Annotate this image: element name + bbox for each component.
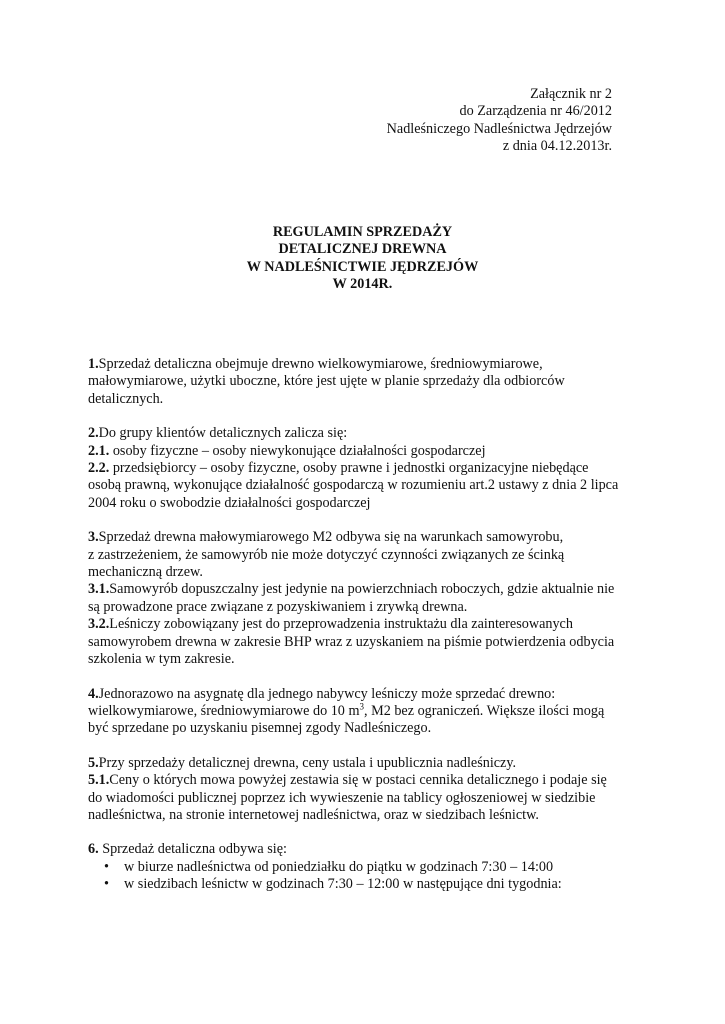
paragraph-text: są prowadzone prace związane z pozyskiwaniem i zrywką drewna. bbox=[88, 598, 468, 615]
paragraph-text: Sprzedaż detaliczna obejmuje drewno wielkowymiarowe, średniowymiarowe, bbox=[98, 356, 543, 372]
list-item-text: w siedzibach leśnictw w godzinach 7:30 – 12:00 w następujące dni tygodnia: bbox=[124, 876, 562, 893]
paragraph-text: detalicznych. bbox=[88, 390, 164, 407]
paragraph-text: Samowyrób dopuszczalny jest jedynie na powierzchniach roboczych, gdzie aktualnie nie bbox=[109, 581, 615, 598]
paragraph-text: Ceny o których mowa powyżej zestawia się w postaci cennika detalicznego i podaje się bbox=[109, 772, 607, 789]
section-1 bbox=[88, 356, 638, 408]
paragraph-text: Leśniczy zobowiązany jest do przeprowadzenia instruktażu dla zainteresowanych bbox=[109, 616, 573, 633]
header-line-1: Załącznik nr 2 bbox=[530, 86, 612, 102]
paragraph-text: Jednorazowo na asygnatę dla jednego nabywcy leśniczy może sprzedać drewno: bbox=[98, 685, 556, 702]
bullet-icon: • bbox=[104, 876, 109, 893]
title-line-1: REGULAMIN SPRZEDAŻY bbox=[272, 224, 453, 240]
section-number: 4. bbox=[88, 685, 99, 702]
title-line-3: W NADLEŚNICTWIE JĘDRZEJÓW bbox=[246, 258, 479, 275]
section-number: 5. bbox=[88, 754, 99, 771]
paragraph-text: Sprzedaż detaliczna odbywa się: bbox=[98, 841, 287, 858]
paragraph-text: szkolenia w tym zakresie. bbox=[88, 651, 235, 668]
header-line-3: Nadleśniczego Nadleśnictwa Jędrzejów bbox=[386, 120, 612, 137]
section-number: 1. bbox=[88, 356, 99, 372]
list-item bbox=[88, 859, 638, 876]
section-2 bbox=[88, 425, 638, 512]
section-3 bbox=[88, 529, 638, 668]
section-5 bbox=[88, 755, 638, 825]
subsection-number: 2.1. bbox=[88, 442, 110, 459]
paragraph-text: samowyrobem drewna w zakresie BHP wraz z uzyskaniem na piśmie potwierdzenia odbycia bbox=[88, 633, 615, 650]
paragraph-text: Przy sprzedaży detalicznej drewna, ceny ustala i upublicznia nadleśniczy. bbox=[98, 754, 517, 771]
paragraph-text: osoby fizyczne – osoby niewykonujące działalności gospodarczej bbox=[109, 442, 486, 459]
section-number: 6. bbox=[88, 841, 99, 858]
section-4 bbox=[88, 686, 638, 738]
subsection-number: 2.2. bbox=[88, 460, 110, 477]
paragraph-text: , M2 bez ograniczeń. Większe ilości mogą bbox=[363, 702, 605, 719]
paragraph-text: nadleśnictwa, na stronie internetowej nadleśnictwa, oraz w siedzibach leśnictw. bbox=[88, 806, 539, 823]
title-line-2: DETALICZNEJ DREWNA bbox=[278, 241, 447, 258]
subsection-number: 3.2. bbox=[88, 616, 110, 633]
section-6 bbox=[88, 841, 638, 893]
list-item bbox=[88, 876, 638, 893]
document-title bbox=[0, 224, 725, 294]
header-line-4: z dnia 04.12.2013r. bbox=[502, 138, 612, 155]
paragraph-text: 2004 roku o swobodzie działalności gospodarczej bbox=[88, 494, 371, 511]
paragraph-text: małowymiarowe, użytki uboczne, które jest ujęte w planie sprzedaży dla odbiorców bbox=[88, 373, 565, 390]
attachment-header bbox=[387, 86, 612, 156]
paragraph-text: być sprzedane po uzyskaniu pisemnej zgody Nadleśniczego. bbox=[88, 720, 432, 737]
section-number: 2. bbox=[88, 425, 99, 442]
section-number: 3. bbox=[88, 529, 99, 546]
paragraph-text: Sprzedaż drewna małowymiarowego M2 odbywa się na warunkach samowyrobu, bbox=[98, 529, 564, 546]
title-line-4: W 2014R. bbox=[332, 276, 393, 293]
subsection-number: 3.1. bbox=[88, 581, 110, 598]
paragraph-text: do wiadomości publicznej poprzez ich wywieszenie na tablicy ogłoszeniowej w siedzibie bbox=[88, 789, 596, 806]
paragraph-text: osobą prawną, wykonujące działalność gospodarczą w rozumieniu art.2 ustawy z dnia 2 lipca bbox=[88, 477, 619, 494]
superscript: 3 bbox=[359, 701, 364, 712]
paragraph-text: wielkowymiarowe, średniowymiarowe do 10 m bbox=[88, 702, 360, 719]
subsection-number: 5.1. bbox=[88, 772, 110, 789]
paragraph-text: przedsiębiorcy – osoby fizyczne, osoby prawne i jednostki organizacyjne niebędące bbox=[109, 460, 589, 477]
header-line-2: do Zarządzenia nr 46/2012 bbox=[459, 103, 612, 120]
paragraph-text: mechaniczną drzew. bbox=[88, 564, 203, 581]
paragraph-text: Do grupy klientów detalicznych zalicza się: bbox=[98, 425, 348, 442]
paragraph-text: z zastrzeżeniem, że samowyrób nie może dotyczyć czynności związanych ze ścinką bbox=[88, 546, 565, 563]
list-item-text: w biurze nadleśnictwa od poniedziałku do piątku w godzinach 7:30 – 14:00 bbox=[124, 858, 554, 875]
bullet-list bbox=[88, 859, 638, 894]
document-body bbox=[88, 356, 638, 894]
bullet-icon: • bbox=[104, 858, 109, 875]
